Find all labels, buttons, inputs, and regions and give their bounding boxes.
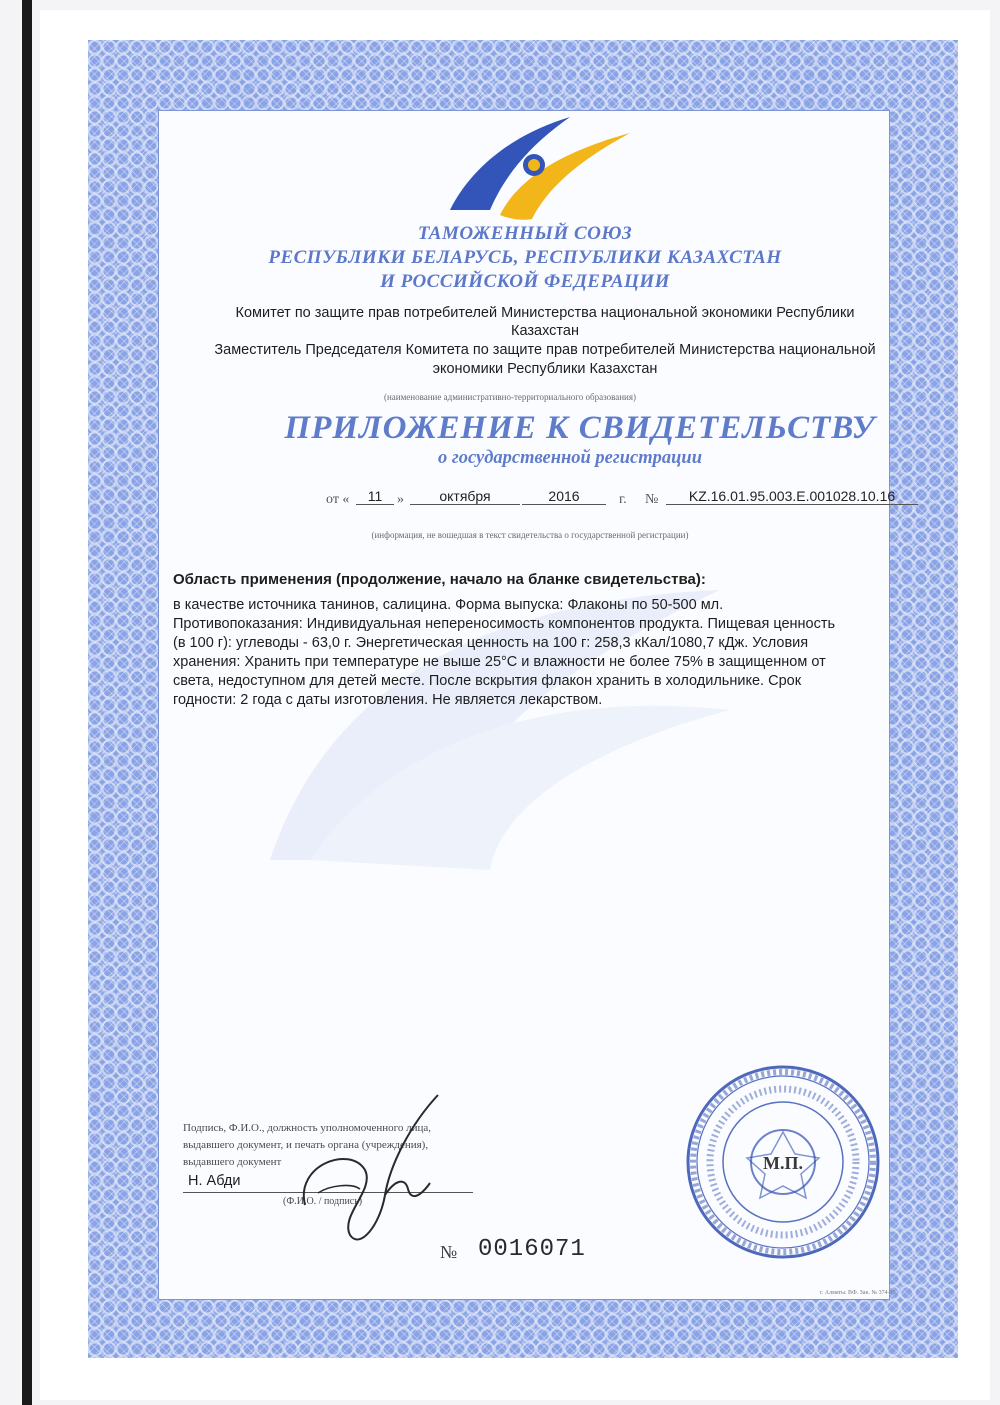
registration-number: KZ.16.01.95.003.E.001028.10.16 <box>666 488 918 505</box>
print-info: г. Алматы. ВФ. Зак. № 374-15 <box>820 1290 896 1296</box>
registration-day: 11 <box>356 488 394 505</box>
date-from-label: от « <box>326 492 350 507</box>
form-number-sign: № <box>440 1242 458 1262</box>
scope-line: Противопоказания: Индивидуальная непереносимость компонентов продукта. Пищевая ценность <box>173 616 836 632</box>
fio-caption: (Ф.И.О. / подпись) <box>283 1196 363 1207</box>
official-stamp <box>683 1062 883 1262</box>
number-label: № <box>645 492 659 507</box>
authority-caption: (наименование административно-территориального образования) <box>383 392 636 402</box>
union-title-line-1: ТАМОЖЕННЫЙ СОЮЗ <box>417 223 633 244</box>
handwritten-signature <box>290 1085 460 1255</box>
scan-edge <box>22 0 32 1405</box>
scope-line: годности: 2 года с даты изготовления. Не является лекарством. <box>173 692 603 708</box>
registration-year: 2016 <box>522 488 606 505</box>
signature-caption-line: выдавшего документ <box>183 1156 282 1168</box>
scope-text <box>173 596 933 710</box>
document-title: ПРИЛОЖЕНИЕ К СВИДЕТЕЛЬСТВУ <box>284 410 876 446</box>
form-serial-number: 0016071 <box>478 1236 586 1263</box>
stamp-center-text: М.П. <box>763 1153 803 1173</box>
scope-heading: Область применения (продолжение, начало на бланке свидетельства): <box>173 571 706 588</box>
committee-line-1: Комитет по защите прав потребителей Министерства национальной экономики Республики <box>235 305 855 321</box>
signature-caption-line: Подпись, Ф.И.О., должность уполномоченного лица, <box>183 1122 432 1134</box>
scope-line: хранения: Хранить при температуре не выше 25°C и влажности не более 75% в защищенном от <box>173 654 826 670</box>
signature-caption-line: выдавшего документ, и печать органа (учреждения), <box>183 1139 429 1151</box>
union-title-line-3: И РОССИЙСКОЙ ФЕДЕРАЦИИ <box>380 271 670 292</box>
deputy-line-1: Заместитель Председателя Комитета по защите прав потребителей Министерства национальной <box>214 342 876 358</box>
scope-line: света, недоступном для детей месте. После вскрытия флакон хранить в холодильнике. Срок <box>173 673 802 689</box>
document-subtitle: о государственной регистрации <box>438 448 702 468</box>
deputy-line-2: экономики Республики Казахстан <box>432 361 658 377</box>
date-close-quote: » <box>397 492 404 507</box>
registration-caption: (информация, не вошедшая в текст свидетельства о государственной регистрации) <box>371 530 689 540</box>
customs-union-logo <box>430 115 640 225</box>
scope-line: (в 100 г): углеводы - 63,0 г. Энергетическая ценность на 100 г: 258,3 кКал/1080,7 кДж. Условия <box>173 635 809 651</box>
year-suffix: г. <box>619 492 627 507</box>
registration-month: октября <box>410 488 520 505</box>
committee-line-2: Казахстан <box>511 323 579 339</box>
signer-name: Н. Абди <box>188 1173 241 1189</box>
scope-line: в качестве источника танинов, салицина. Форма выпуска: Флаконы по 50-500 мл. <box>173 597 724 613</box>
union-title-line-2: РЕСПУБЛИКИ БЕЛАРУСЬ, РЕСПУБЛИКИ КАЗАХСТАН <box>268 247 782 268</box>
